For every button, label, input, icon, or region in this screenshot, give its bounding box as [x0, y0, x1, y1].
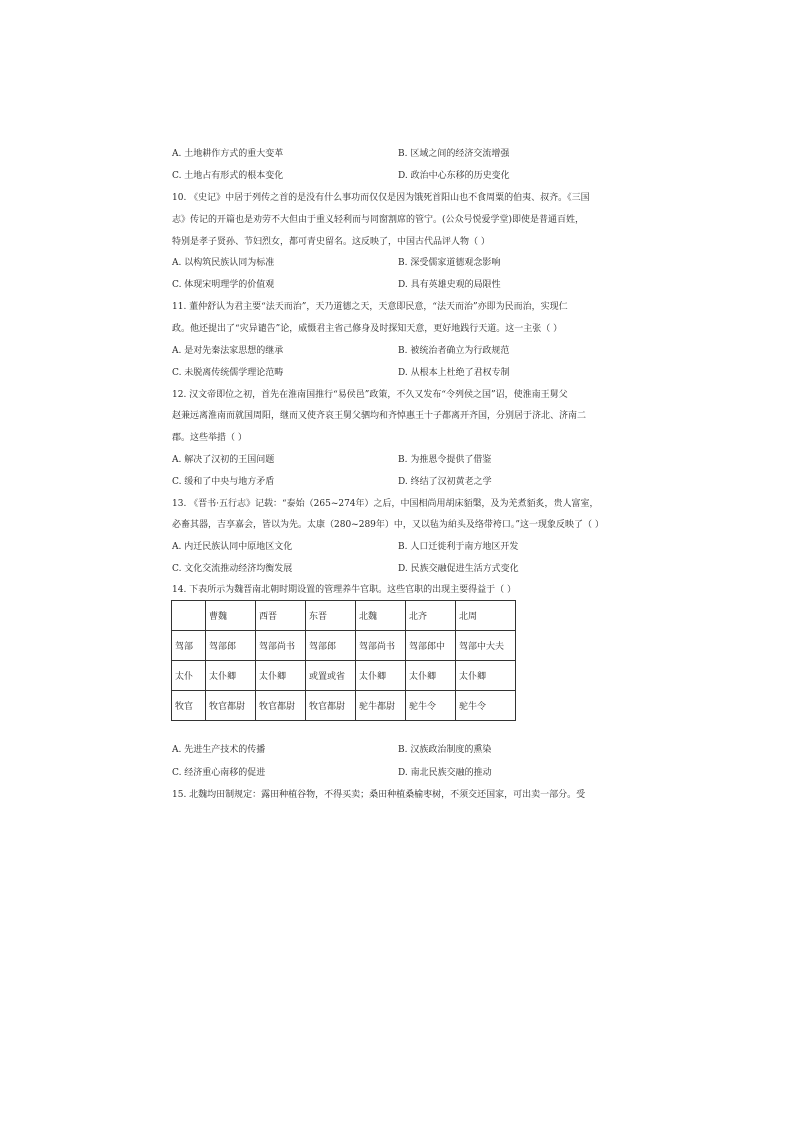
- table-cell: 驾部郎中: [406, 631, 456, 661]
- q12-stem-line-2: 赵兼远离淮南而就国周阳，继而又使齐哀王舅父驷均和齐悼惠王十子都离开齐国，分别居于济北、济南二: [172, 411, 587, 421]
- table-cell: 或置或省: [306, 661, 356, 691]
- q9-option-b: B. 区域之间的经济交流增强: [398, 149, 510, 159]
- table-cell: 驼牛令: [456, 691, 516, 721]
- q12-option-b: B. 为推恩令提供了借鉴: [398, 455, 492, 465]
- q13-option-a: A. 内迁民族认同中原地区文化: [172, 542, 293, 552]
- q10-option-a: A. 以构筑民族认同为标准: [172, 258, 275, 268]
- table-header-row: [172, 601, 516, 631]
- q12-stem-line-3: 郡。这些举措（ ）: [172, 433, 247, 443]
- table-cell: [172, 601, 206, 631]
- table-row: [172, 631, 516, 661]
- table-cell: 驾部尚书: [256, 631, 306, 661]
- table-row: [172, 691, 516, 721]
- q11-option-b: B. 被统治者确立为行政规范: [398, 346, 510, 356]
- table-row-label: 牧官: [172, 691, 206, 721]
- table-header-cell: 西晋: [256, 601, 306, 631]
- table-cell: 太仆卿: [406, 661, 456, 691]
- q9-option-c: C. 土地占有形式的根本变化: [172, 171, 284, 181]
- table-header-cell: 东晋: [306, 601, 356, 631]
- table-cell: 太仆卿: [456, 661, 516, 691]
- table-cell: 太仆卿: [256, 661, 306, 691]
- table-cell: 太仆卿: [206, 661, 256, 691]
- table-row-label: 太仆: [172, 661, 206, 691]
- q13-option-b: B. 人口迁徙利于南方地区开发: [398, 542, 519, 552]
- q14-option-c: C. 经济重心南移的促进: [172, 768, 266, 778]
- table-header-cell: 北魏: [356, 601, 406, 631]
- q10-stem-line-1: 10. 《史记》中居于列传之首的是没有什么事功而仅仅是因为饿死首阳山也不食周粟的伯夷、叔齐。《三国: [172, 193, 590, 203]
- table-row: [172, 661, 516, 691]
- table-cell: 牧官都尉: [256, 691, 306, 721]
- q11-stem-line-1: 11. 董仲舒认为君主要“法天而治”，天乃道德之天，天意即民意，“法天而治”亦即为民而治，实现仁: [172, 302, 568, 312]
- table-header-cell: 北齐: [406, 601, 456, 631]
- q10-option-c: C. 体现宋明理学的价值观: [172, 280, 275, 290]
- table-row-label: 驾部: [172, 631, 206, 661]
- q11-option-d: D. 从根本上杜绝了君权专制: [398, 368, 510, 378]
- table-cell: 驾部尚书: [356, 631, 406, 661]
- q10-option-d: D. 具有英雄史观的局限性: [398, 280, 501, 290]
- q12-stem-line-1: 12. 汉文帝即位之初，首先在淮南国推行“易侯邑”政策，不久又发布“令列侯之国”诏，使淮南王舅父: [172, 390, 568, 400]
- q13-option-c: C. 文化交流推动经济均衡发展: [172, 564, 293, 574]
- table-cell: 驼牛令: [406, 691, 456, 721]
- table-cell: 太仆卿: [356, 661, 406, 691]
- q13-stem-line-2: 必畜其器，吉享嘉会，皆以为先。太康（280~289年）中，又以毡为絈头及络带袴口。”这一现象反映了（ ）: [172, 520, 604, 530]
- q15-stem-line-1: 15. 北魏均田制规定：露田种植谷物，不得买卖；桑田种植桑榆枣树，不须交还国家，可出卖一部分。受: [172, 790, 586, 800]
- q10-option-b: B. 深受儒家道德观念影响: [398, 258, 501, 268]
- table-header-cell: 北周: [456, 601, 516, 631]
- table-cell: 驼牛都尉: [356, 691, 406, 721]
- q10-stem-line-2: 志》传记的开篇也是劝劳不大但由于重义轻利而与同窗割席的管宁。(公众号悦爱学堂)即使是普通百姓，: [172, 215, 585, 225]
- q12-option-c: C. 缓和了中央与地方矛盾: [172, 477, 275, 487]
- q13-option-d: D. 民族交融促进生活方式变化: [398, 564, 519, 574]
- table-header-cell: 曹魏: [206, 601, 256, 631]
- q9-option-a: A. 土地耕作方式的重大变革: [172, 149, 284, 159]
- q14-option-d: D. 南北民族交融的推动: [398, 768, 492, 778]
- q14-option-a: A. 先进生产技术的传播: [172, 745, 266, 755]
- table-cell: 牧官都尉: [206, 691, 256, 721]
- table-cell: 驾部郎: [206, 631, 256, 661]
- table-cell: 牧官都尉: [306, 691, 356, 721]
- q11-option-a: A. 是对先秦法家思想的继承: [172, 346, 284, 356]
- q10-stem-line-3: 特别是孝子贤孙、节妇烈女，都可青史留名。这反映了，中国古代品评人物（ ）: [172, 237, 490, 247]
- q11-option-c: C. 未脱离传统儒学理论范畴: [172, 368, 284, 378]
- q12-option-d: D. 终结了汉初黄老之学: [398, 477, 492, 487]
- q12-option-a: A. 解决了汉初的王国问题: [172, 455, 275, 465]
- q14-option-b: B. 汉族政治制度的熏染: [398, 745, 492, 755]
- q9-option-d: D. 政治中心东移的历史变化: [398, 171, 510, 181]
- q14-stem: 14. 下表所示为魏晋南北朝时期设置的管理养牛官职。这些官职的出现主要得益于（ ）: [172, 585, 517, 595]
- q13-stem-line-1: 13. 《晋书·五行志》记载：“泰始（265~274年）之后，中国相尚用胡床貊槃，及为羌煮貊炙，贵人富室，: [172, 499, 599, 509]
- officials-table: [171, 600, 516, 721]
- table-cell: 驾部中大夫: [456, 631, 516, 661]
- table-cell: 驾部郎: [306, 631, 356, 661]
- q11-stem-line-2: 政。他还提出了“灾异谴告”论，威慑君主省己修身及时探知天意，更好地践行天道。这一主张（ ）: [172, 324, 563, 334]
